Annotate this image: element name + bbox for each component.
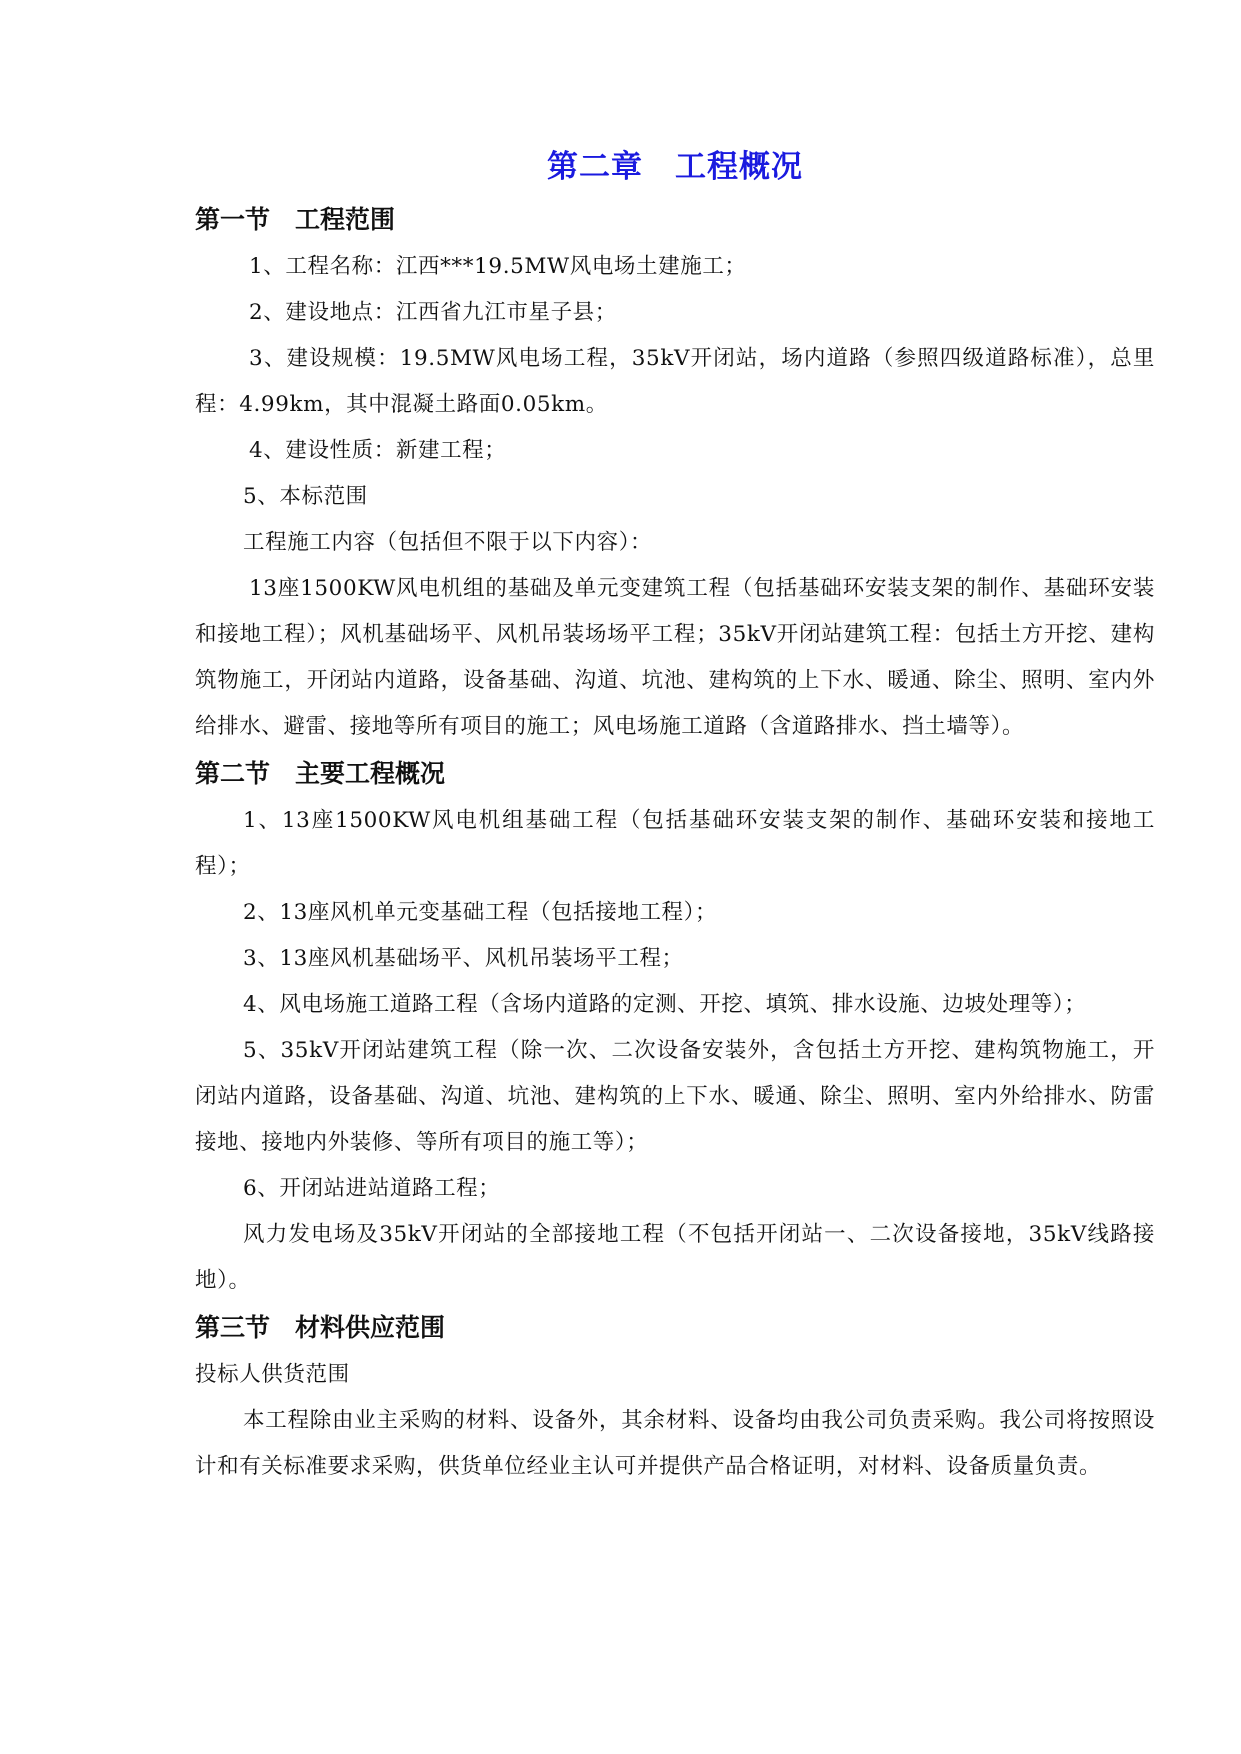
paragraph: 5、35kV开闭站建筑工程（除一次、二次设备安装外，含包括土方开挖、建构筑物施工，开闭站内道路，设备基础、沟道、坑池、建构筑的上下水、暖通、除尘、照明、室内外给排水、防雷接地、接地内外装修、等所有项目的施工等）； <box>195 1038 1155 1155</box>
paragraph: 4、风电场施工道路工程（含场内道路的定测、开挖、填筑、排水设施、边坡处理等）； <box>243 992 1087 1017</box>
paragraph: 3、建设规模：19.5MW风电场工程，35kV开闭站，场内道路（参照四级道路标准），总里程：4.99km，其中混凝土路面0.05km。 <box>195 346 1155 417</box>
paragraph: 本工程除由业主采购的材料、设备外，其余材料、设备均由我公司负责采购。我公司将按照设计和有关标准要求采购，供货单位经业主认可并提供产品合格证明，对材料、设备质量负责。 <box>195 1408 1155 1479</box>
paragraph: 2、13座风机单元变基础工程（包括接地工程）； <box>243 900 718 925</box>
page-content <box>195 138 1155 1490</box>
chapter-title: 第二章 工程概况 <box>547 149 803 185</box>
paragraph: 投标人供货范围 <box>195 1362 350 1387</box>
section-title-scope: 第一节 工程范围 <box>195 205 396 234</box>
paragraph: 13座1500KW风电机组的基础及单元变建筑工程（包括基础环安装支架的制作、基础环安装和接地工程）；风机基础场平、风机吊装场场平工程；35kV开闭站建筑工程：包括土方开挖、建构筑物施工，开闭站内道路，设备基础、沟道、坑池、建构筑的上下水、暖通、除尘、照明、室内外给排水、避雷、接地等所有项目的施工；风电场施工道路（含道路排水、挡土墙等）。 <box>195 576 1155 739</box>
paragraph: 1、工程名称：江西***19.5MW风电场土建施工； <box>249 254 747 279</box>
paragraph: 工程施工内容（包括但不限于以下内容）： <box>243 530 653 555</box>
paragraph: 5、本标范围 <box>243 484 368 509</box>
paragraph: 风力发电场及35kV开闭站的全部接地工程（不包括开闭站一、二次设备接地，35kV线路接地）。 <box>195 1222 1155 1293</box>
paragraph: 3、13座风机基础场平、风机吊装场平工程； <box>243 946 684 971</box>
section-title-materials: 第三节 材料供应范围 <box>195 1313 446 1342</box>
section-title-overview: 第二节 主要工程概况 <box>195 759 446 788</box>
paragraph: 4、建设性质：新建工程； <box>249 438 507 463</box>
paragraph: 6、开闭站进站道路工程； <box>243 1176 501 1201</box>
paragraph: 2、建设地点：江西省九江市星子县； <box>249 300 617 325</box>
paragraph: 1、13座1500KW风电机组基础工程（包括基础环安装支架的制作、基础环安装和接地工程）； <box>195 808 1155 879</box>
